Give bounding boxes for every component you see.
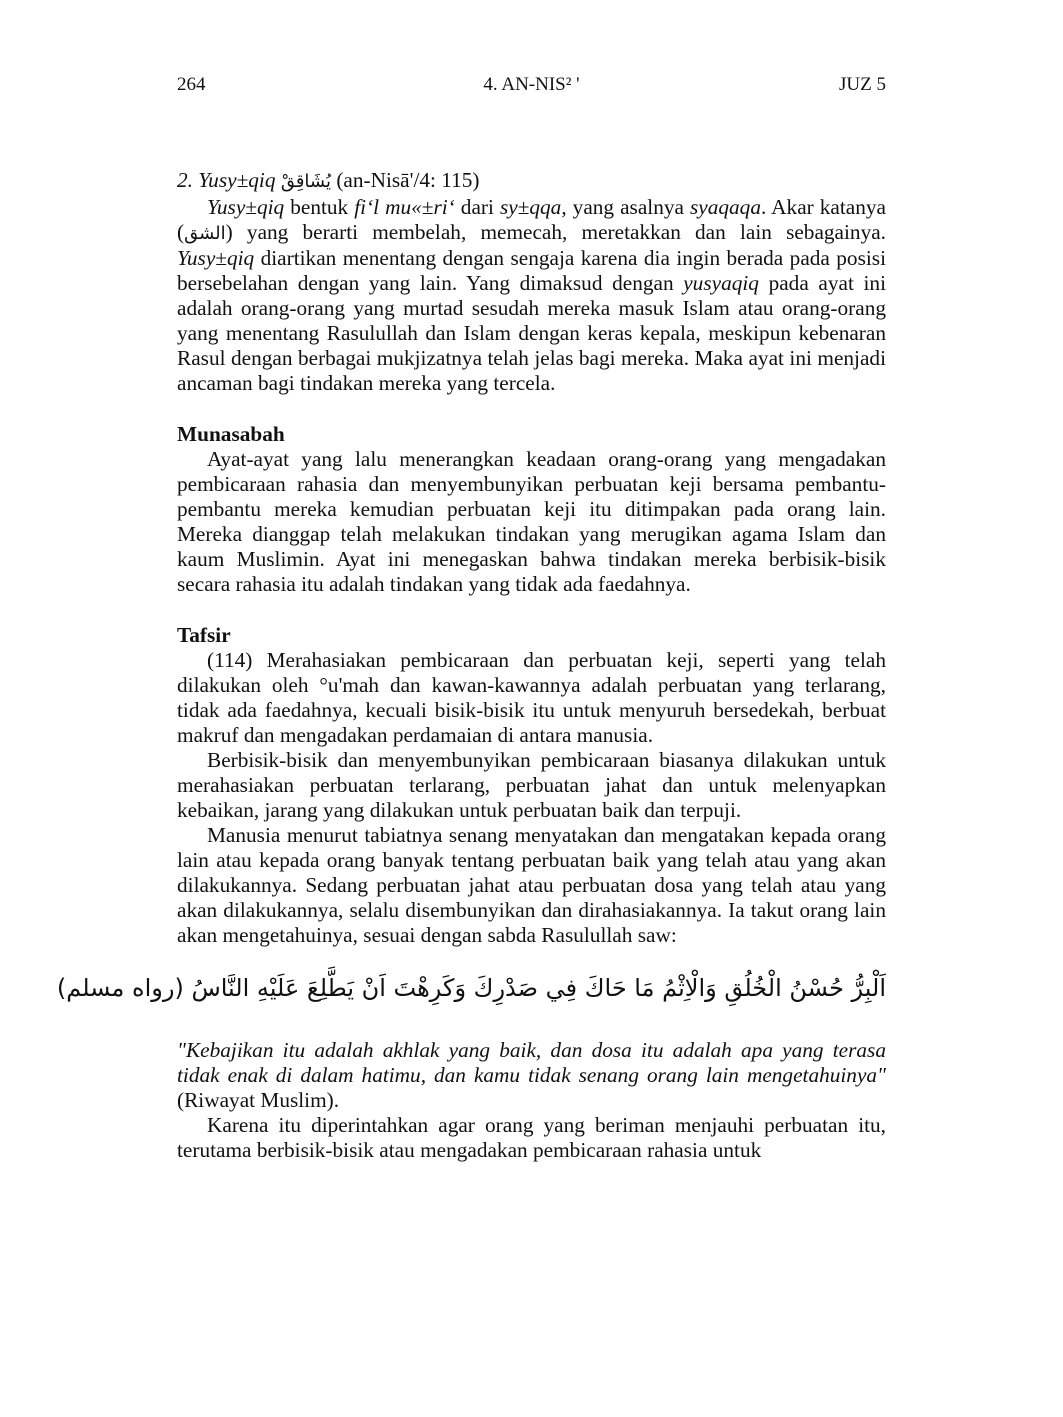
tafsir-paragraph-1: (114) Merahasiakan pembicaraan dan perbuatan keji, seperti yang telah dilakukan oleh °u'mah dan kawan-kawannya adalah perbuatan yang terlarang, tidak ada faedahnya, kecuali bisik-bisik itu untuk menyuruh bersedekah, berbuat makruf dan mengadakan perdamaian di antara manusia. <box>177 648 886 747</box>
root-word-arabic: الشق <box>184 223 226 244</box>
document-page <box>56 70 886 1163</box>
tafsir-heading: Tafsir <box>177 623 231 647</box>
entry-text: sy±qqa <box>499 195 562 219</box>
entry-term: 2. Yusy±qiq <box>177 168 276 192</box>
munasabah-heading: Munasabah <box>177 422 285 446</box>
page-number: 264 <box>177 74 206 95</box>
entry-text: fi‘l mu«±ri‘ <box>354 195 455 219</box>
page-header <box>177 70 886 100</box>
tafsir-paragraph-2: Berbisik-bisik dan menyembunyikan pembicaraan biasanya dilakukan untuk merahasiakan perbuatan terlarang, perbuatan jahat dan untuk melenyapkan kebaikan, jarang yang dilakukan untuk perbuatan baik dan terpuji. <box>177 748 886 822</box>
entry-arabic-term: يُشَاقِقْ <box>280 171 331 192</box>
entry-title <box>177 168 886 195</box>
entry-text: syaqaqa <box>690 195 761 219</box>
entry-text: , yang asalnya <box>561 195 690 219</box>
entry-text: pada ayat ini adalah orang-orang yang murtad sesudah mereka masuk Islam atau orang-orang yang menentang Rasulullah dan Islam dengan keras kepala, meskipun kebenaran Rasul dengan berbagai mukjizatnya telah jelas bagi mereka. Maka ayat ini menjadi ancaman bagi tindakan mereka yang tercela. <box>177 271 886 395</box>
entry-reference: (an-Nisā'/4: 115) <box>336 168 480 192</box>
entry-text: Yusy±qiq <box>207 195 285 219</box>
hadith-arabic: اَلْبِرُّ حُسْنُ الْخُلُقِ وَالْاِثْمُ مَا حَاكَ فِي صَدْرِكَ وَكَرِهْتَ اَنْ يَطَّلِعَ عَلَيْهِ النَّاسُ (رواه مسلم) <box>56 974 886 1002</box>
entry-text: yusyaqiq <box>683 271 759 295</box>
juz-label: JUZ 5 <box>839 74 886 95</box>
tafsir-paragraph-4: Karena itu diperintahkan agar orang yang beriman menjauhi perbuatan itu, terutama berbisik-bisik atau mengadakan pembicaraan rahasia untuk <box>177 1113 886 1162</box>
entry-text: bentuk <box>284 195 355 219</box>
tafsir-paragraph-3: Manusia menurut tabiatnya senang menyatakan dan mengatakan kepada orang lain atau kepada orang banyak tentang perbuatan baik yang telah atau yang akan dilakukannya. Sedang perbuatan jahat atau perbuatan dosa yang telah atau yang akan dilakukannya, selalu disembunyikan dan dirahasiakannya. Ia takut orang lain akan mengetahuinya, sesuai dengan sabda Rasulullah saw: <box>177 823 886 947</box>
munasabah-paragraph: Ayat-ayat yang lalu menerangkan keadaan orang-orang yang mengadakan pembicaraan rahasia dan menyembunyikan perbuatan keji bersama pembantu-pembantu mereka kemudian perbuatan keji itu ditimpakan pada orang lain. Mereka dianggap telah melakukan tindakan yang merugikan agama Islam dan kaum Muslimin. Ayat ini menegaskan bahwa tindakan mereka berbisik-bisik secara rahasia itu adalah tindakan yang tidak ada faedahnya. <box>177 447 886 596</box>
hadith-translation-paragraph <box>177 1038 886 1113</box>
entry-text: ) yang berarti membelah, memecah, meretakkan dan lain sebagainya. <box>225 220 886 244</box>
entry-text: Yusy±qiq <box>177 246 255 270</box>
hadith-source: (Riwayat Muslim). <box>177 1088 340 1112</box>
hadith-translation: "Kebajikan itu adalah akhlak yang baik, dan dosa itu adalah apa yang terasa tidak enak di dalam hatimu, dan kamu tidak senang orang lain mengetahuinya" <box>177 1038 886 1087</box>
entry-text: diartikan menentang dengan sengaja karena dia ingin berada pada posisi bersebelahan dengan yang lain. Yang dimaksud dengan <box>177 246 886 295</box>
entry-paragraph <box>177 195 886 396</box>
entry-text: . Akar katanya ( <box>177 195 886 244</box>
chapter-title: 4. AN-NIS² ' <box>483 74 580 95</box>
entry-text: dari <box>454 195 500 219</box>
